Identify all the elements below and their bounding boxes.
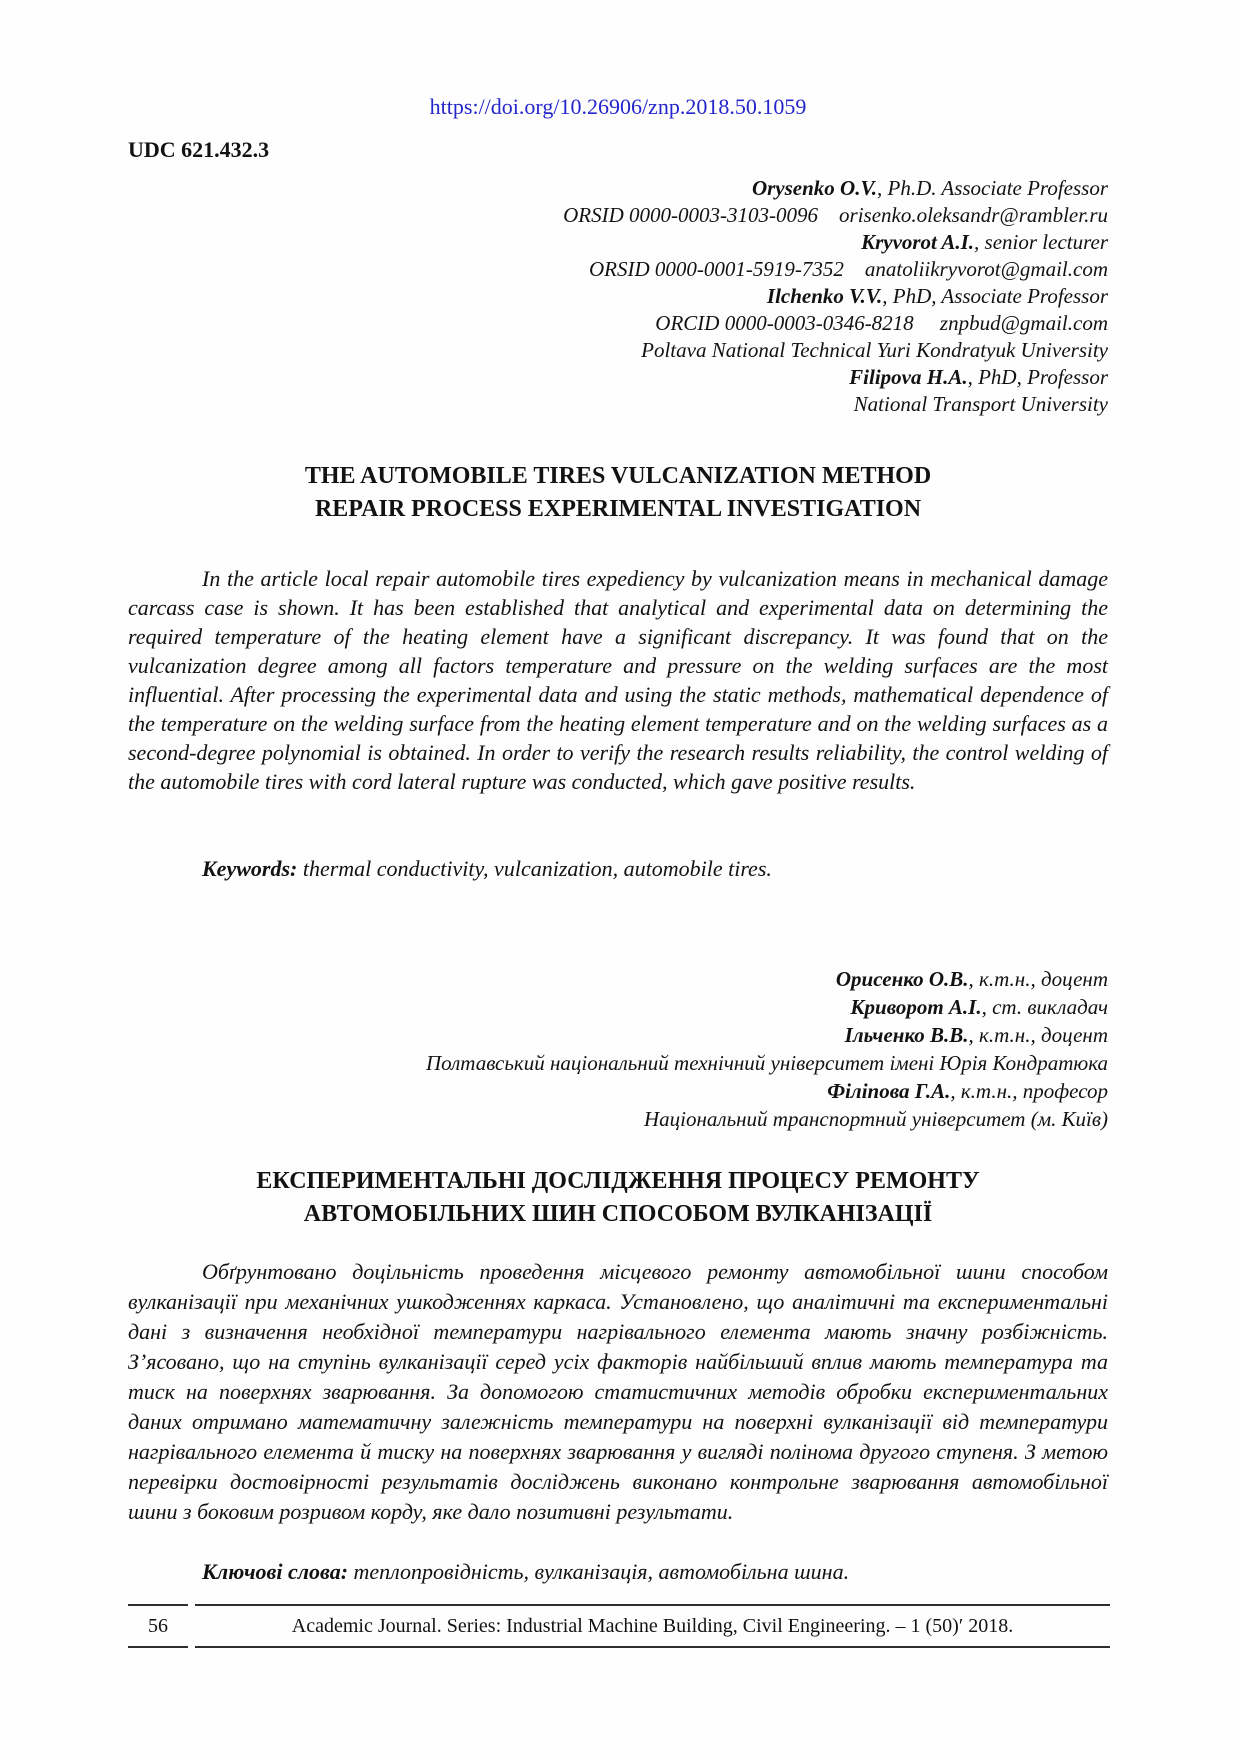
author-name: Filipova H.A. [849,365,968,389]
keywords-text-en: thermal conductivity, vulcanization, automobile tires. [297,856,772,881]
author-line-ua [128,1021,1108,1049]
author-line-en [128,310,1108,337]
title-en-line1: THE AUTOMOBILE TIRES VULCANIZATION METHOD [304,463,932,489]
author-details: Національний транспортний університет (м. Київ) [644,1107,1108,1131]
author-name: Філіпова Г.А. [827,1079,951,1103]
author-details: , к.т.н., доцент [968,1023,1108,1047]
page-footer [128,1604,1110,1648]
author-line-en [128,229,1108,256]
author-affiliation-ua [128,1105,1108,1133]
paper-title-ua [128,1165,1108,1231]
doi-link[interactable]: https://doi.org/10.26906/znp.2018.50.1059 [429,94,807,119]
author-details: ORSID 0000-0001-5919-7352 anatoliikryvorot@gmail.com [589,257,1108,281]
title-ua-line2: АВТОМОБІЛЬНИХ ШИН СПОСОБОМ ВУЛКАНІЗАЦІЇ [303,1201,933,1227]
author-details: , ст. викладач [981,995,1108,1019]
udc-code: UDC 621.432.3 [128,137,270,162]
author-details: , PhD, Professor [967,365,1108,389]
author-details: Полтавський національний технічний університет імені Юрія Кондратюка [425,1051,1108,1075]
journal-title: Academic Journal. Series: Industrial Machine Building, Civil Engineering. – 1 (50)′ 2018. [195,1604,1110,1648]
author-name: Ilchenko V.V. [766,284,883,308]
paper-title-en [128,460,1108,526]
author-line-ua [128,965,1108,993]
keywords-en [128,854,1108,883]
author-line-en [128,283,1108,310]
author-name: Orysenko O.V. [751,176,877,200]
page-number: 56 [128,1604,188,1648]
keywords-text-ua: теплопровідність, вулканізація, автомобільна шина. [348,1559,850,1584]
author-name: Криворот А.І. [850,995,982,1019]
keywords-label-ua: Ключові слова: [202,1559,349,1584]
keywords-ua [128,1557,1108,1586]
title-ua-line1: ЕКСПЕРИМЕНТАЛЬНІ ДОСЛІДЖЕННЯ ПРОЦЕСУ РЕМОНТУ [256,1168,980,1194]
author-name: Ільченко В.В. [844,1023,969,1047]
author-line-en [128,364,1108,391]
author-affiliation-en [128,391,1108,418]
keywords-label-en: Keywords: [202,856,298,881]
author-line-en [128,175,1108,202]
authors-en-block [128,175,1108,418]
author-details: Poltava National Technical Yuri Kondratyuk University [641,338,1108,362]
author-affiliation-en [128,337,1108,364]
author-details: ORCID 0000-0003-0346-8218 znpbud@gmail.com [655,311,1108,335]
author-details: , PhD, Associate Professor [882,284,1108,308]
authors-ua-block [128,965,1108,1133]
author-details: ORSID 0000-0003-3103-0096 orisenko.oleksandr@rambler.ru [563,203,1108,227]
author-affiliation-ua [128,1049,1108,1077]
abstract-ua: Обґрунтовано доцільність проведення місцевого ремонту автомобільної шини способом вулканізації при механічних ушкодженнях каркаса. Установлено, що аналітичні та експериментальні дані з визначення необхідної температури нагрівального елемента мають значну розбіжність. З’ясовано, що на ступінь вулканізації серед усіх факторів найбільший вплив мають температура та тиск на поверхнях зварювання. За допомогою статистичних методів обробки експериментальних даних отримано математичну залежність температури на поверхні вулканізації від температури нагрівального елемента й тиску на поверхнях зварювання у вигляді полінома другого ступеня. З метою перевірки достовірності результатів досліджень виконано контрольне зварювання автомобільної шини з боковим розривом корду, яке дало позитивні результати. [128,1259,1108,1524]
author-line-en [128,256,1108,283]
author-details: , Ph.D. Associate Professor [877,176,1108,200]
author-details: , senior lecturer [974,230,1108,254]
author-details: , к.т.н., доцент [968,967,1108,991]
abstract-en: In the article local repair automobile tires expediency by vulcanization means in mechanical damage carcass case is shown. It has been established that analytical and experimental data on determining the required temperature of the heating element have a significant discrepancy. It was found that on the vulcanization degree among all factors temperature and pressure on the welding surfaces are the most influential. After processing the experimental data and using the static methods, mathematical dependence of the temperature on the welding surface from the heating element temperature and on the welding surfaces as a second-degree polynomial is obtained. In order to verify the research results reliability, the control welding of the automobile tires with cord lateral rupture was conducted, which gave positive results. [128,566,1108,794]
author-details: National Transport University [853,392,1108,416]
author-name: Kryvorot A.I. [861,230,975,254]
author-line-en [128,202,1108,229]
author-line-ua [128,993,1108,1021]
author-name: Орисенко О.В. [835,967,969,991]
author-details: , к.т.н., професор [950,1079,1108,1103]
author-line-ua [128,1077,1108,1105]
title-en-line2: REPAIR PROCESS EXPERIMENTAL INVESTIGATION [314,496,922,522]
